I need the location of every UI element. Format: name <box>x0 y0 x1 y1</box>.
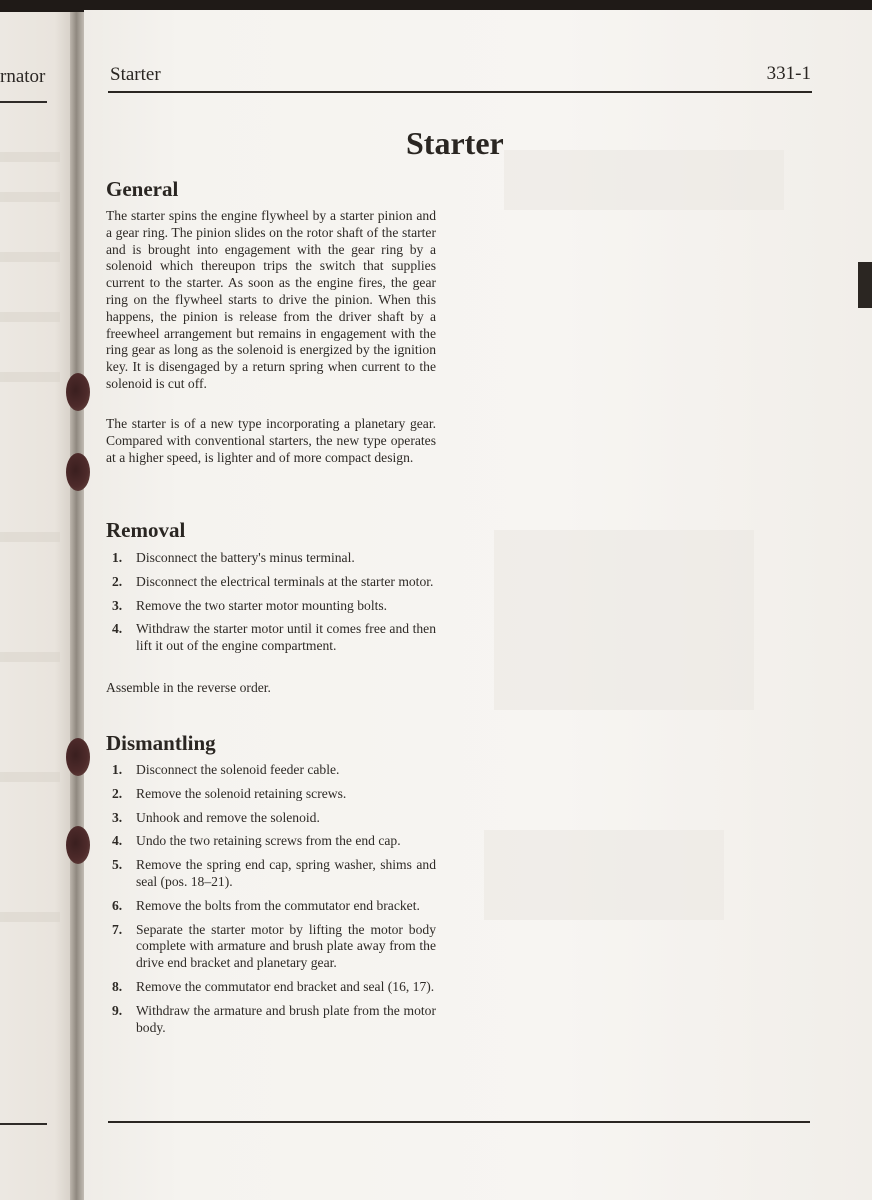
manual-page <box>84 10 872 1200</box>
list-item <box>106 810 436 827</box>
bleed-through <box>484 830 724 920</box>
binder-hole <box>66 373 90 411</box>
dismantling-steps <box>106 762 436 1043</box>
step-number: 2. <box>112 785 123 801</box>
left-page-header-rule <box>0 101 47 103</box>
header-rule <box>108 91 812 93</box>
footer-rule <box>108 1121 810 1123</box>
binder-hole <box>66 826 90 864</box>
page-number: 331-1 <box>766 63 811 84</box>
step-text: Disconnect the electrical terminals at the starter motor. <box>136 573 434 589</box>
step-text: Remove the bolts from the commutator end bracket. <box>136 897 420 913</box>
step-text: Remove the spring end cap, spring washer, shims and seal (pos. 18–21). <box>136 857 436 889</box>
step-text: Disconnect the solenoid feeder cable. <box>136 762 340 777</box>
step-text: Disconnect the battery's minus terminal. <box>136 550 355 565</box>
step-text: Withdraw the starter motor until it comes free and then lift it out of the engine compartment. <box>136 621 436 654</box>
list-item <box>106 1003 436 1037</box>
dismantling-heading: Dismantling <box>106 731 216 755</box>
left-page-footer-rule <box>0 1123 47 1125</box>
ghost-text <box>0 912 60 922</box>
step-number: 1. <box>112 550 123 565</box>
ghost-text <box>0 192 60 202</box>
binder-hole <box>66 738 90 776</box>
list-item <box>106 857 436 891</box>
left-page-header-fragment: rnator <box>0 66 46 87</box>
list-item <box>106 550 436 567</box>
general-heading: General <box>106 177 179 201</box>
removal-note: Assemble in the reverse order. <box>106 680 271 695</box>
step-number: 8. <box>112 978 123 994</box>
step-text: Remove the two starter motor mounting bolts. <box>136 597 388 613</box>
list-item <box>106 598 436 615</box>
list-item <box>106 898 436 915</box>
list-item <box>106 574 436 591</box>
step-number: 6. <box>112 897 123 913</box>
removal-steps <box>106 550 436 662</box>
ghost-text <box>0 252 60 262</box>
step-number: 1. <box>112 762 123 777</box>
step-number: 3. <box>112 597 123 613</box>
ghost-text <box>0 152 60 162</box>
list-item <box>106 979 436 996</box>
list-item <box>106 786 436 803</box>
ghost-text <box>0 372 60 382</box>
list-item <box>106 762 436 779</box>
list-item <box>106 621 436 655</box>
list-item <box>106 833 436 850</box>
step-number: 4. <box>112 833 123 849</box>
ghost-text <box>0 312 60 322</box>
general-paragraph-2: The starter is of a new type incorporating a planetary gear. Compared with conventional starters, the new type operates at a higher speed, is lighter and of more compact design. <box>106 416 436 465</box>
step-number: 7. <box>112 921 123 937</box>
binder-hole <box>66 453 90 491</box>
step-text: Remove the solenoid retaining screws. <box>136 785 347 801</box>
step-text: Withdraw the armature and brush plate from the motor body. <box>136 1002 436 1035</box>
bleed-through <box>504 150 784 210</box>
page-title: Starter <box>406 125 504 161</box>
step-number: 9. <box>112 1002 123 1018</box>
removal-heading: Removal <box>106 518 186 542</box>
bleed-through <box>494 530 754 710</box>
section-edge-tab <box>858 262 872 308</box>
running-header: Starter <box>110 64 161 85</box>
ghost-text <box>0 652 60 662</box>
step-number: 4. <box>112 621 123 637</box>
step-text: Remove the commutator end bracket and seal (16, 17). <box>136 978 435 994</box>
step-number: 3. <box>112 809 123 825</box>
step-number: 5. <box>112 857 123 873</box>
step-text: Unhook and remove the solenoid. <box>136 809 320 825</box>
step-number: 2. <box>112 573 123 589</box>
ghost-text <box>0 772 60 782</box>
general-paragraph-1: The starter spins the engine flywheel by a starter pinion and a gear ring. The pinion slides on the rotor shaft of the starter and is brought into engagement with the gear ring by a solenoid which thereupon trips the switch that supplies current to the starter. As soon as the engine fires, the gear ring on the flywheel starts to drive the pinion. When this happens, the pinion is release from the driver shaft by a freewheel arrangement but remains in engagement with the ring gear as long as the solenoid is energized by the ignition key. It is disengaged by a return spring when current to the solenoid is cut off. <box>106 208 436 391</box>
step-text: Undo the two retaining screws from the end cap. <box>136 833 401 849</box>
left-facing-page <box>0 12 78 1200</box>
ghost-text <box>0 532 60 542</box>
step-text: Separate the starter motor by lifting the motor body complete with armature and brush plate away from the drive end bracket and planetary gear. <box>136 921 436 971</box>
list-item <box>106 922 436 972</box>
